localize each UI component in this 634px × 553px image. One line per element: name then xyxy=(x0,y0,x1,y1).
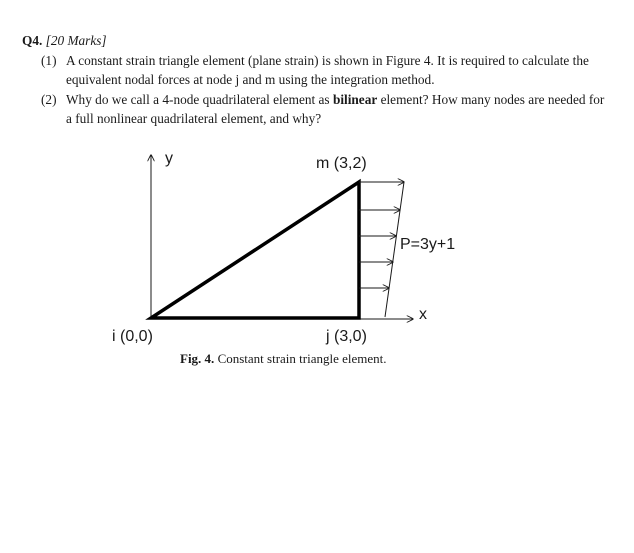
caption-label: Fig. 4. xyxy=(180,351,215,366)
y-axis-label: y xyxy=(165,150,173,167)
question-number: Q4. xyxy=(22,33,43,48)
part-2-text-after: element? How many nodes are needed for a full nonlinear quadrilateral element, and why? xyxy=(66,91,605,126)
part-2-number: (2) xyxy=(41,91,57,107)
node-i-label: i (0,0) xyxy=(112,328,153,345)
caption-text: Constant strain triangle element. xyxy=(214,351,387,366)
part-1-number: (1) xyxy=(41,52,57,68)
part-1-text: A constant strain triangle element (plane strain) is shown in Figure 4. It is required to calculate the equivalent nodal forces at node j and m using the integration method. xyxy=(66,52,589,87)
triangle-element xyxy=(151,182,359,318)
figure-caption xyxy=(180,351,387,367)
question-marks: [20 Marks] xyxy=(45,33,107,48)
node-j-label: j (3,0) xyxy=(326,328,367,345)
distributed-load xyxy=(359,182,404,317)
part-2-text-before: Why do we call a 4-node quadrilateral element as xyxy=(66,91,333,107)
load-label: P=3y+1 xyxy=(400,236,456,253)
part-2-bold-term: bilinear xyxy=(332,91,378,107)
x-axis-label: x xyxy=(419,306,427,323)
node-m-label: m (3,2) xyxy=(316,155,367,172)
